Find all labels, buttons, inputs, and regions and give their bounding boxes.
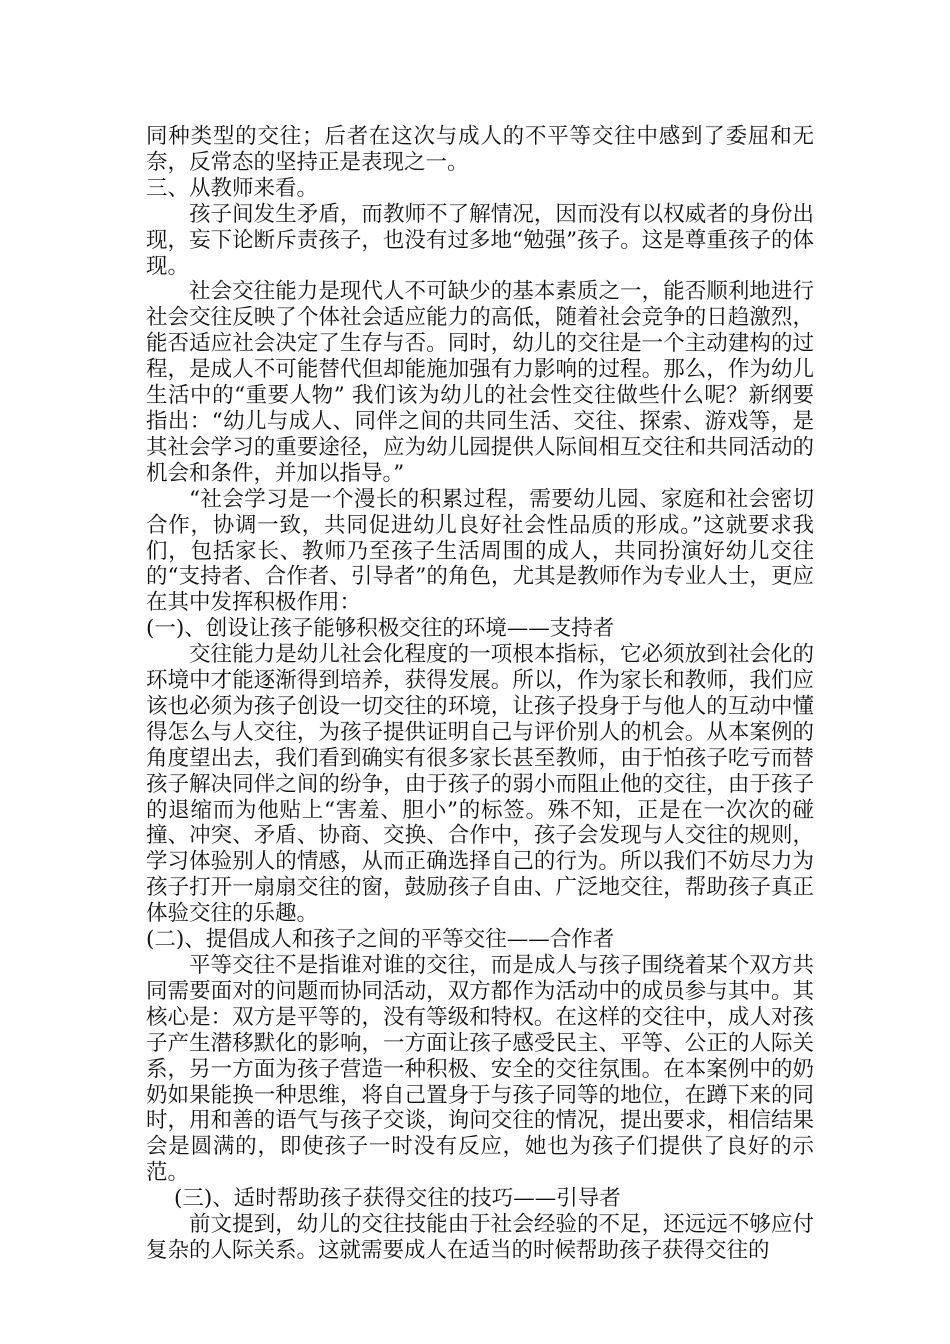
paragraph-teacher-view: 孩子间发生矛盾，而教师不了解情况，因而没有以权威者的身份出现，妄下论断斥责孩子，也没有过多地“勉强”孩子。这是尊重孩子的体现。 — [146, 201, 814, 279]
paragraph-cooperator: 平等交往不是指谁对谁的交往，而是成人与孩子围绕着某个双方共同需要面对的问题而协同活动，双方都作为活动中的成员参与其中。其核心是：双方是平等的，没有等级和特权。在这样的交往中，成人对孩子产生潜移默化的影响，一方面让孩子感受民主、平等、公正的人际关系，另一方面为孩子营造一种积极、安全的交往氛围。在本案例中的奶奶如果能换一种思维，将自己置身于与孩子同等的地位，在蹲下来的同时，用和善的语气与孩子交谈，询问交往的情况，提出要求，相信结果会是圆满的，即使孩子一时没有反应，她也为孩子们提供了良好的示范。 — [146, 953, 814, 1186]
subheading-cooperator: (二)、提倡成人和孩子之间的平等交往——合作者 — [146, 927, 615, 953]
subheading-guide: (三)、适时帮助孩子获得交往的技巧——引导者 — [173, 1186, 621, 1212]
paragraph-supporter: 交往能力是幼儿社会化程度的一项根本指标，它必须放到社会化的环境中才能逐渐得到培养，获得发展。所以，作为家长和教师，我们应该也必须为孩子创设一切交往的环境，让孩子投身于与他人的互动中懂得怎么与人交往，为孩子提供证明自己与评价别人的机会。从本案例的角度望出去，我们看到确实有很多家长甚至教师，由于怕孩子吃亏而替孩子解决同伴之间的纷争，由于孩子的弱小而阻止他的交往，由于孩子的退缩而为他贴上“害羞、胆小”的标签。殊不知，正是在一次次的碰撞、冲突、矛盾、协商、交换、合作中，孩子会发现与人交往的规则，学习体验别人的情感，从而正确选择自己的行为。所以我们不妨尽力为孩子打开一扇扇交往的窗，鼓励孩子自由、广泛地交往，帮助孩子真正体验交往的乐趣。 — [146, 642, 814, 927]
paragraph-continuation: 同种类型的交往；后者在这次与成人的不平等交往中感到了委屈和无奈，反常态的坚持正是表现之一。 — [146, 124, 814, 175]
paragraph-social-learning: “社会学习是一个漫长的积累过程，需要幼儿园、家庭和社会密切合作，协调一致，共同促进幼儿良好社会性品质的形成。”这就要求我们，包括家长、教师乃至孩子生活周围的成人，共同扮演好幼儿交往的“支持者、合作者、引导者”的角色，尤其是教师作为专业人士，更应在其中发挥积极作用： — [146, 486, 814, 616]
document-body — [146, 124, 814, 1264]
subheading-supporter: (一)、创设让孩子能够积极交往的环境——支持者 — [146, 616, 615, 642]
paragraph-guide: 前文提到，幼儿的交往技能由于社会经验的不足，还远远不够应付复杂的人际关系。这就需要成人在适当的时候帮助孩子获得交往的 — [146, 1212, 814, 1263]
section-heading-teacher: 三、从教师来看。 — [146, 175, 319, 201]
paragraph-social-ability: 社会交往能力是现代人不可缺少的基本素质之一，能否顺利地进行社会交往反映了个体社会适应能力的高低，随着社会竞争的日趋激烈，能否适应社会决定了生存与否。同时，幼儿的交往是一个主动建构的过程，是成人不可能替代但却能施加强有力影响的过程。那么，作为幼儿生活中的“重要人物” 我们该为幼儿的社会性交往做些什么呢？新纲要指出：“幼儿与成人、同伴之间的共同生活、交往、探索、游戏等，是其社会学习的重要途径，应为幼儿园提供人际间相互交往和共同活动的机会和条件，并加以指导。” — [146, 279, 814, 486]
